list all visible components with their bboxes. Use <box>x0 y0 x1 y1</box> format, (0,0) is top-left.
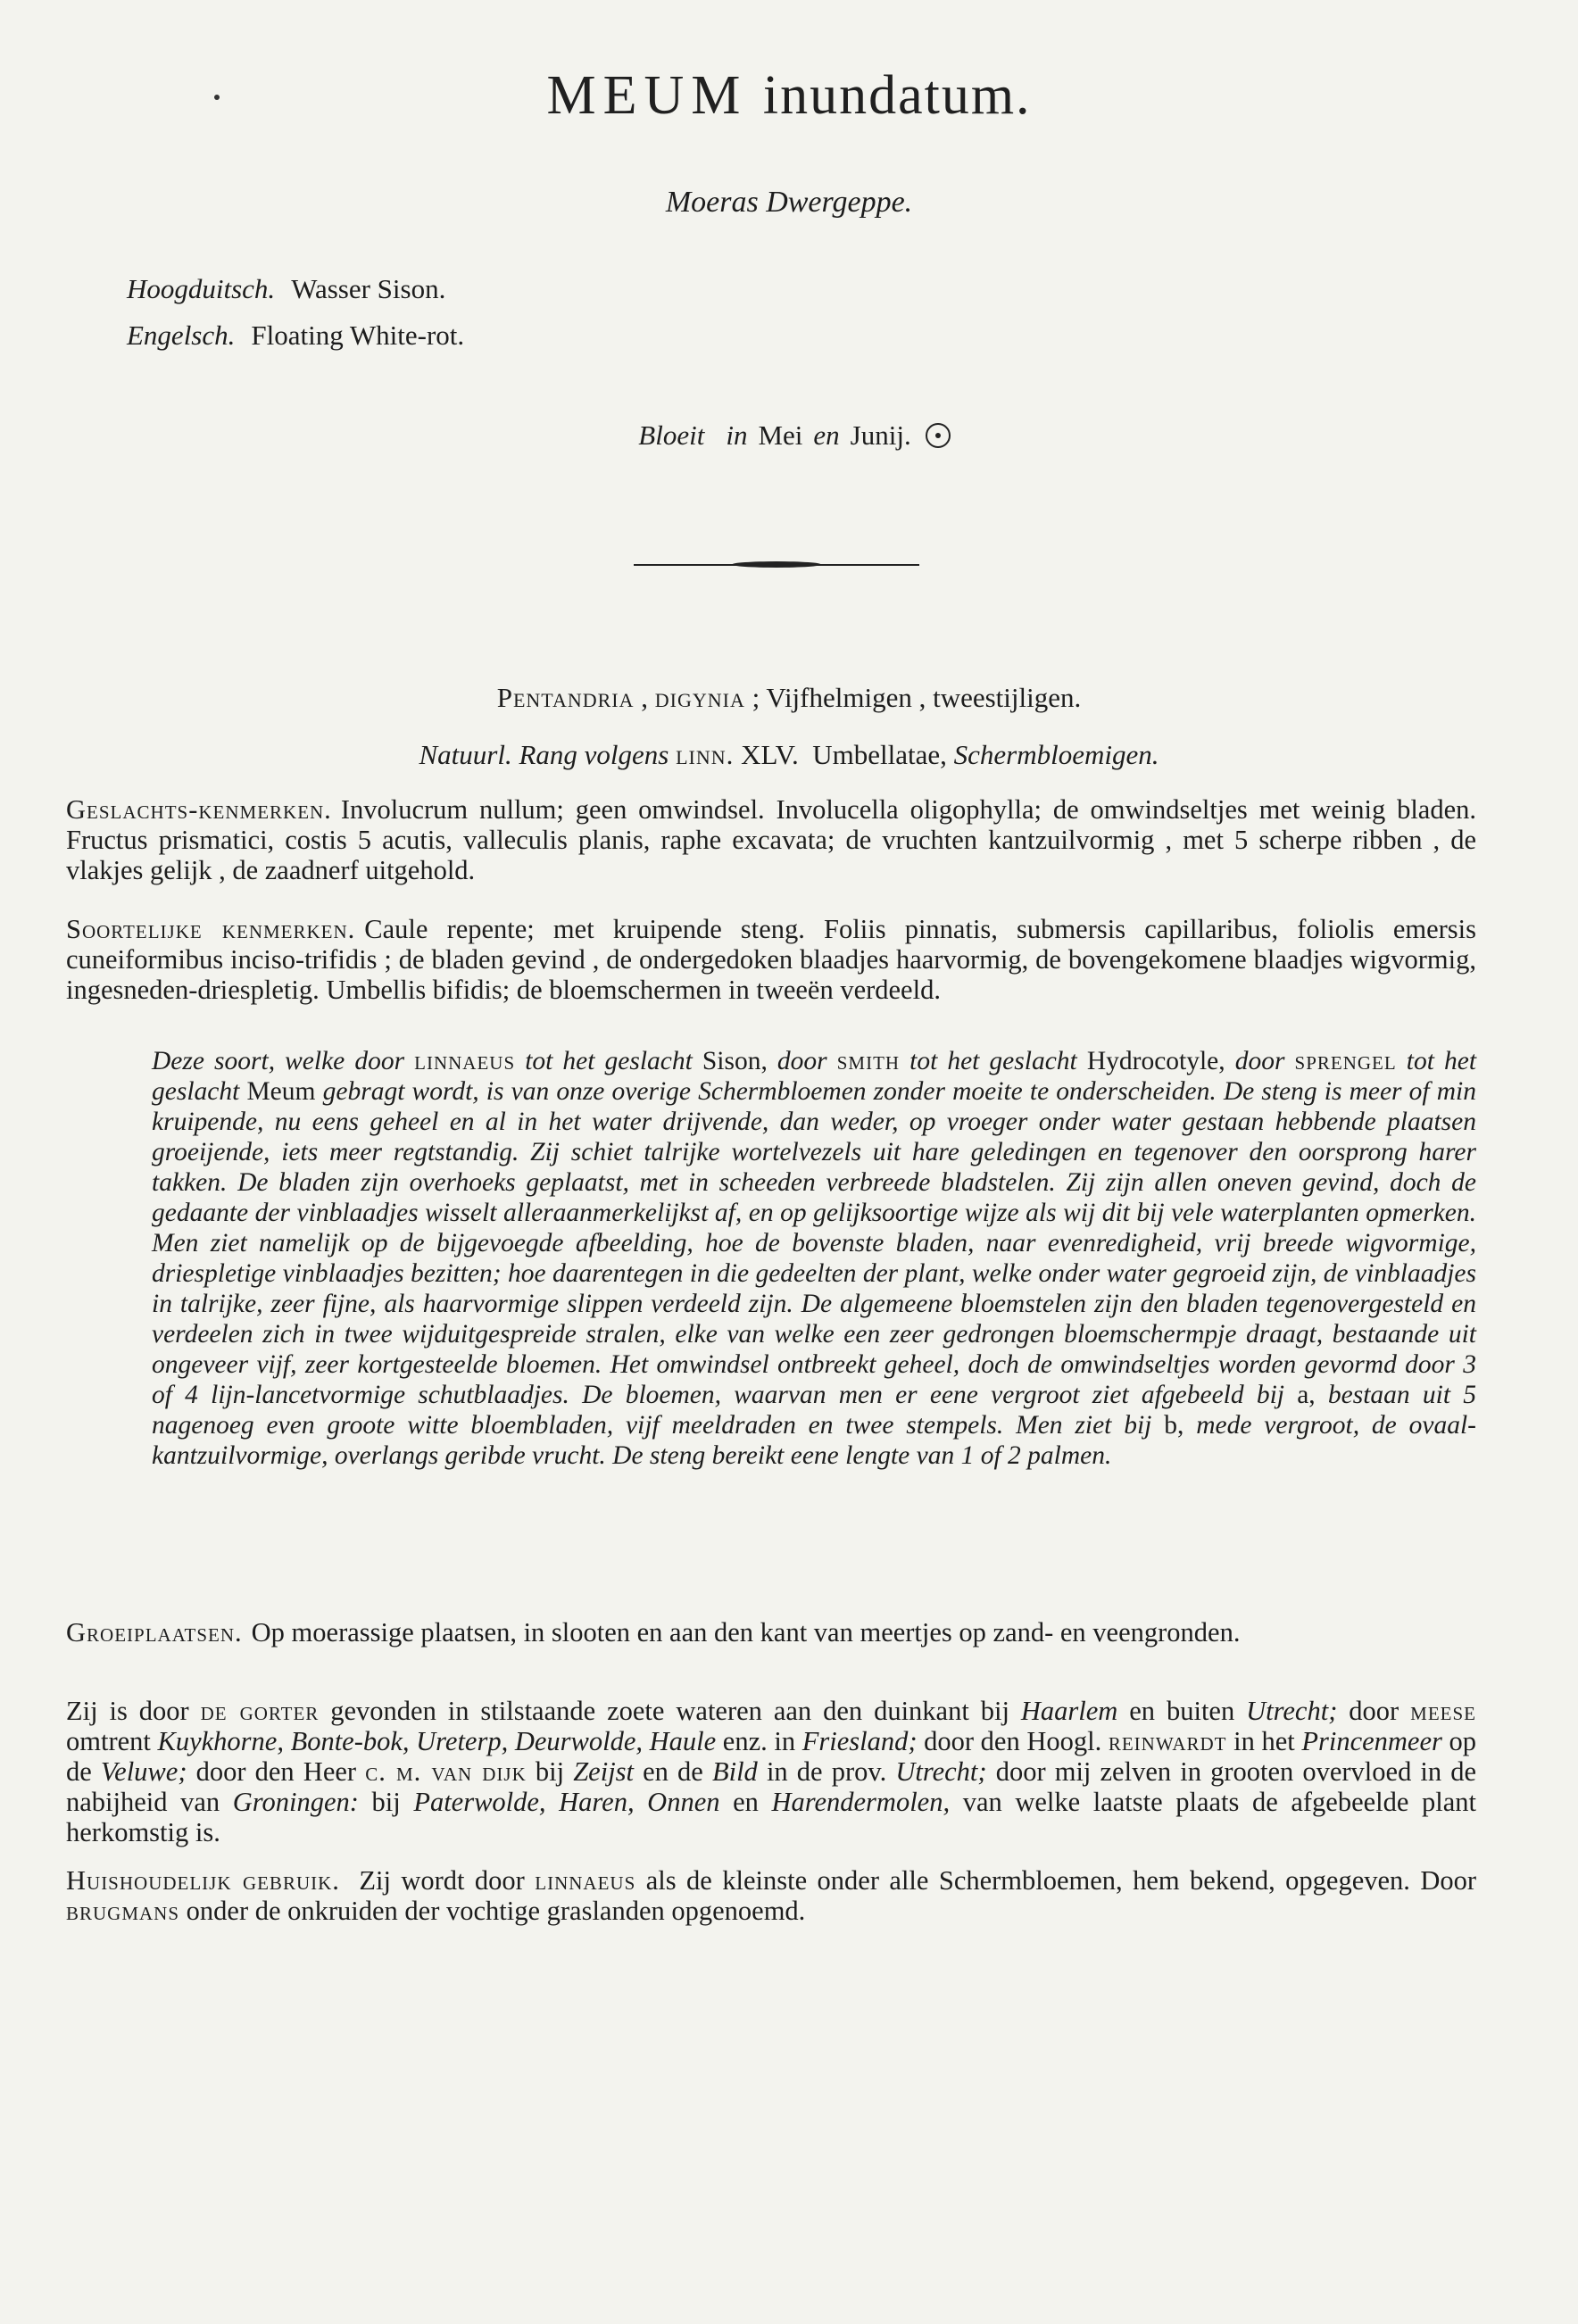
genus-hydrocotyle: Hydrocotyle, <box>1086 1047 1225 1075</box>
author-smith: smith <box>836 1047 901 1075</box>
rank-scherm: Schermbloemigen. <box>953 739 1159 770</box>
genus-heading: Geslachts-kenmerken. <box>66 794 332 825</box>
common-name-english <box>127 312 464 359</box>
place-utrecht: Utrecht; <box>1246 1696 1338 1726</box>
desc-text: tot het geslacht <box>152 1047 1477 1106</box>
annual-symbol-icon <box>926 423 951 448</box>
loc-text: omtrent <box>66 1726 151 1756</box>
rank-line <box>0 739 1578 771</box>
loc-text: door den Hoogl. <box>924 1726 1102 1756</box>
place-veluwe: Veluwe; <box>100 1756 187 1787</box>
author-sprengel: sprengel <box>1294 1047 1397 1075</box>
bloom-en: en <box>813 419 840 451</box>
place-harendermolen: Harendermolen, <box>771 1787 951 1817</box>
genus-sison: Sison, <box>702 1047 768 1075</box>
rank-umbellatae: Umbellatae, <box>812 739 947 770</box>
places-friesland: Kuykhorne, Bonte-bok, Ureterp, Deurwolde, Haule <box>157 1726 717 1756</box>
title-genus: MEUM <box>546 65 748 126</box>
desc-text: mede vergroot, de ovaal-kantzuilvormige, overlangs geribde vrucht. De steng bereikt eene lengte van 1 of 2 palmen. <box>152 1411 1476 1470</box>
household-use <box>66 1865 1476 1926</box>
common-names <box>127 266 464 359</box>
bloom-line <box>0 419 1578 452</box>
dutch-name: Moeras Dwergeppe. <box>665 186 913 219</box>
use-text: onder de onkruiden der vochtige graslanden opgenoemd. <box>186 1896 806 1926</box>
loc-text: in het <box>1233 1726 1295 1756</box>
person-gorter: de gorter <box>200 1696 320 1726</box>
common-name-german <box>127 266 464 312</box>
use-heading: Huishoudelijk gebruik. <box>66 1865 340 1896</box>
places-groningen: Paterwolde, Haren, Onnen <box>413 1787 720 1817</box>
use-text: als de kleinste onder alle Schermbloemen, hem bekend, opgegeven. Door <box>645 1865 1477 1896</box>
desc-text: gebragt wordt, is van onze overige Schermbloemen zonder moeite te onderscheiden. De steng is meer of min kruipende, nu eens geheel en al in het water drijvende, dan weder, op vroeger onder water gestaan hebbende plaatsen groeijende, iets meer regtstandig. Zij schiet talrijke wortelvezels uit hare geledingen en tegenover den oorsprong harer takken. De bladen zijn overhoeks geplaatst, met in scheeden verbreede bladstelen. Zij zijn allen oneven gevind, doch de gedaante der vinblaadjes wisselt alleraanmerkelijkst af, en op gelijksoortige wijze als wij dit bij vele waterplanten opmerken. Men ziet namelijk op de bijgevoegde afbeelding, hoe de bovenste bladen, naar evenredigheid, vrij breede wigvormige, driespletige vinblaadjes bezitten; hoe daarentegen in die gedeelten der plant, welke onder water gegroeid zijn, de vinblaadjes in talrijke, zeer fijne, als haarvormige slippen verdeeld zijn. De algemeene bloemstelen zijn den bladen tegenovergesteld en verdeelen zich in twee wijduitgespreide stralen, elke van welke een zeer gedrongen bloemschermpje draagt, bestaande uit ongeveer vijf, zeer kortgesteelde bloemen. Het omwindsel ontbreekt geheel, doch de omwindseltjes worden gevormd door 3 of 4 lijn-lancetvormige schutblaadjes. De bloemen, waarvan men er eene vergroot ziet afgebeeld bij <box>152 1077 1477 1409</box>
desc-text: Deze soort, welke door <box>152 1047 405 1075</box>
loc-text: op de <box>66 1726 1477 1787</box>
class-dutch: Vijfhelmigen , tweestijligen. <box>766 682 1082 713</box>
genus-text: Involucrum nullum; geen omwindsel. Involucella oligophylla; de omwindseltjes met weinig bladen. Fructus prismatici, costis 5 acutis, valleculis planis, raphe excavata; de vruchten kantzuilvormig , met 5 scherpe ribben , de vlakjes gelijk , de zaadnerf uitgehold. <box>66 794 1476 885</box>
rank-number: XLV. <box>741 739 799 770</box>
author-linnaeus: linnaeus <box>414 1047 516 1075</box>
place-haarlem: Haarlem <box>1020 1696 1118 1726</box>
loc-text: door <box>1349 1696 1399 1726</box>
species-text: Caule repente; met kruipende steng. Foliis pinnatis, submersis capillaribus, foliolis emersis cuneiformibus inciso-trifidis ; de bladen gevind , de ondergedoken blaadjes haarvormig, de bovengekomene blaadjes wigvormig, ingesneden-driespletig. Umbellis bifidis; de bloemschermen in tweeën verdeeld. <box>66 914 1476 1005</box>
place-bild: Bild <box>711 1756 758 1787</box>
author-brugmans: brugmans <box>66 1896 180 1926</box>
loc-text: en <box>733 1787 759 1817</box>
person-meese: meese <box>1410 1696 1476 1726</box>
loc-text: in de prov. <box>766 1756 887 1787</box>
loc-text: door mij zelven in grooten overvloed in de nabijheid van <box>66 1756 1477 1817</box>
bloom-in: in <box>726 419 748 451</box>
place-princenmeer: Princenmeer <box>1301 1726 1442 1756</box>
name-value: Floating White-rot. <box>251 320 465 351</box>
title-species: inundatum. <box>762 65 1032 126</box>
species-heading: Soortelijke kenmerken. <box>66 914 356 944</box>
loc-text: gevonden in stilstaande zoete wateren aan den duinkant bij <box>330 1696 1009 1726</box>
loc-text: bij <box>371 1787 401 1817</box>
place-zeijst: Zeijst <box>573 1756 635 1787</box>
divider <box>634 564 919 566</box>
classification-line: Pentandria , digynia ; Vijfhelmigen , tweestijligen. <box>496 682 1082 713</box>
place-groningen: Groningen: <box>232 1787 359 1817</box>
desc-text: tot het geslacht <box>909 1047 1077 1075</box>
habitat-text: Op moerassige plaatsen, in slooten en aan den kant van meertjes op zand- en veengronden. <box>251 1617 1241 1648</box>
figure-ref-b: b, <box>1164 1411 1184 1440</box>
desc-text: door <box>777 1047 827 1075</box>
habitat-heading: Groeiplaatsen. <box>66 1617 243 1648</box>
bloom-label: Bloeit <box>638 419 705 451</box>
place-friesland: Friesland; <box>801 1726 918 1756</box>
rank-rang: Rang volgens <box>519 739 669 770</box>
bloom-month-a: Mei <box>758 419 803 451</box>
genus-characteristics <box>66 794 1476 885</box>
loc-text: Zij is door <box>66 1696 189 1726</box>
name-value: Wasser Sison. <box>291 273 446 304</box>
language-label: Hoogduitsch. <box>127 273 276 304</box>
loc-text: van welke laatste plaats de afgebeelde plant herkomstig is. <box>66 1787 1476 1847</box>
bloom-month-b: Junij. <box>850 419 911 451</box>
loc-text: door den Heer <box>195 1756 357 1787</box>
loc-text: bij <box>535 1756 565 1787</box>
description <box>152 1046 1476 1471</box>
person-van-dijk: c. m. van dijk <box>365 1756 527 1787</box>
desc-text: bestaan uit 5 nagenoeg even groote witte bloembladen, vijf meeldraden en twee stempels. Men ziet bij <box>152 1381 1477 1440</box>
page-title <box>0 64 1578 128</box>
class-pentandria: Pentandria <box>496 682 635 713</box>
species-characteristics <box>66 914 1476 1005</box>
loc-text: en de <box>643 1756 703 1787</box>
genus-meum: Meum <box>246 1077 316 1106</box>
author-linnaeus: linnaeus <box>535 1865 636 1896</box>
rank-linn: linn. <box>676 739 735 770</box>
loc-text: enz. in <box>722 1726 796 1756</box>
person-reinwardt: reinwardt <box>1108 1726 1227 1756</box>
localities <box>66 1696 1476 1847</box>
desc-text: tot het geslacht <box>525 1047 693 1075</box>
class-digynia: digynia <box>654 682 745 713</box>
use-text: Zij wordt door <box>359 1865 525 1896</box>
place-utrecht-prov: Utrecht; <box>895 1756 987 1787</box>
habitat <box>66 1617 1476 1648</box>
language-label: Engelsch. <box>127 320 236 351</box>
figure-ref-a: a, <box>1297 1381 1316 1409</box>
loc-text: en buiten <box>1129 1696 1235 1726</box>
rank-natuurl: Natuurl. <box>419 739 512 770</box>
desc-text: door <box>1234 1047 1285 1075</box>
